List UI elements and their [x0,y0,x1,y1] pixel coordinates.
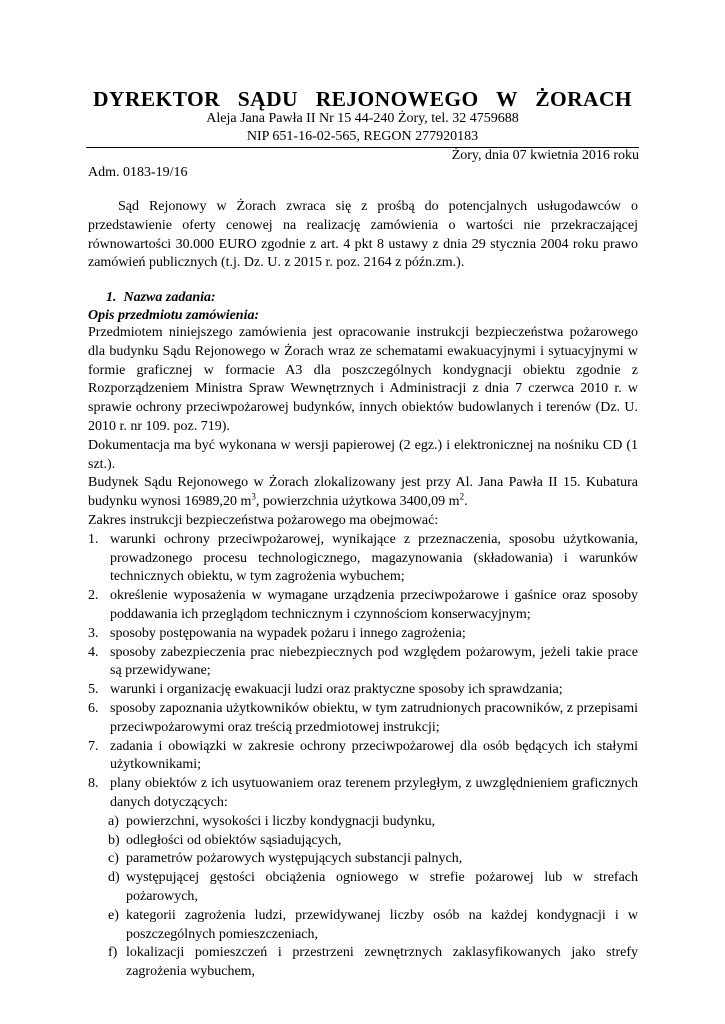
sub-list-letter: a) [108,813,119,829]
list-number: 8. [88,776,99,792]
sub-list-text: kategorii zagrożenia ludzi, przewidywanej liczby osób na każdej kondygnacji i w poszczególnych pomieszczeniach, [126,907,638,942]
list-number: 6. [88,700,99,716]
list-text: warunki i organizację ewakuacji ludzi oraz praktyczne sposoby ich sprawdzania; [110,682,563,698]
list-item [88,738,638,776]
list-text: warunki ochrony przeciwpożarowej, wynikające z przeznaczenia, sposobu użytkowania, prowadzonego procesu technologicznego, magazynowania (składowania) i warunków technicznych obiektu, w tym zagrożenia wybuchem; [110,531,638,585]
list-text: sposoby zapoznania użytkowników obiektu, w tym zatrudnionych pracowników, z przepisami przeciwpożarowymi oraz treścią przedmiotowej instrukcji; [110,700,638,735]
reference-number: Adm. 0183-19/16 [88,165,188,180]
sub-list-letter: b) [108,832,120,848]
building-text-a: Budynek Sądu Rejonowego w Żorach zlokalizowany jest przy Al. Jana Pawła II 15. Kubatura budynku wynosi 16989,20 m [88,475,638,510]
main-content [88,324,638,982]
list-text: sposoby postępowania na wypadek pożaru i innego zagrożenia; [110,625,466,641]
sub-list [88,813,638,982]
square-superscript: 2 [459,491,465,502]
sub-list-text: parametrów pożarowych występujących substancji palnych, [126,851,463,867]
paragraph-scope-intro: Zakres instrukcji bezpieczeństwa pożarowego ma obejmować: [88,512,439,528]
sub-list-item [88,832,638,851]
list-number: 4. [88,644,99,660]
section-title: Nazwa zadania: [123,290,216,305]
page-title: DYREKTOR SĄDU REJONOWEGO W ŻORACH [92,87,633,111]
building-text-b: , powierzchnia użytkowa 3400,09 m [255,494,460,510]
sub-list-text: występującej gęstości obciążenia ogniowego w strefie pożarowej lub w strefach pożarowych, [126,870,638,904]
list-item [88,681,638,700]
sub-list-text: lokalizacji pomieszczeń i przestrzeni zewnętrznych zaklasyfikowanych jako strefy zagrożenia wybuchem, [126,945,638,980]
sub-list-item [88,850,638,869]
list-text: plany obiektów z ich usytuowaniem oraz terenem przyległym, z uwzględnieniem graficznych danych dotyczących: [110,776,638,810]
intro-paragraph: Sąd Rejonowy w Żorach zwraca się z prośbą do potencjalnych usługodawców o przedstawienie oferty cenowej na realizację zamówienia o wartości nie przekraczającej równowartości 30.000 EURO zgodnie z art. 4 pkt 8 ustawy z dnia 29 stycznia 2004 roku prawo zamówień publicznych (t.j. Dz. U. z 2015 r. poz. 2164 z późn.zm.). [88,199,638,271]
sub-list-letter: d) [108,870,120,886]
building-text-c: . [464,494,468,510]
section-number: 1. [106,290,117,305]
list-item [88,531,638,587]
section-heading [106,288,216,307]
sub-list-item [88,813,638,832]
list-item [88,700,638,738]
section-subheading: Opis przedmiotu zamówienia: [88,308,260,323]
sub-list-text: powierzchni, wysokości i liczby kondygnacji budynku, [126,813,436,829]
address-line: Aleja Jana Pawła II Nr 15 44-240 Żory, tel. 32 4759688 [206,111,519,126]
list-text: sposoby zabezpieczenia prac niebezpiecznych pod względem pożarowym, jeżeli takie prace są przewidywane; [110,644,638,679]
list-item [88,775,638,982]
list-item [88,625,638,644]
sub-list-letter: f) [108,945,118,961]
sub-list-letter: e) [108,907,119,923]
sub-list-text: odległości od obiektów sąsiadujących, [126,832,342,848]
list-text: zadania i obowiązki w zakresie ochrony przeciwpożarowej dla osób będących ich stałymi użytkownikami; [110,738,638,773]
list-number: 3. [88,625,99,641]
scope-list [88,531,638,982]
paragraph-building [88,474,638,512]
list-number: 5. [88,682,99,698]
list-item [88,587,638,625]
sub-list-item [88,944,638,982]
list-number: 1. [88,531,99,547]
paragraph-scope: Przedmiotem niniejszego zamówienia jest opracowanie instrukcji bezpieczeństwa pożarowego dla budynku Sądu Rejonowego w Żorach wraz ze schematami ewakuacyjnymi i sytuacyjnymi w formie graficznej w formacie A3 dla poszczególnych kondygnacji obiektu zgodnie z Rozporządzeniem Ministra Spraw Wewnętrznych i Administracji z dnia 7 czerwca 2010 r. w sprawie ochrony przeciwpożarowej budynków, innych obiektów budowlanych i terenów (Dz. U. 2010 r. nr 109. poz. 719). [88,325,638,434]
list-number: 7. [88,738,99,754]
list-number: 2. [88,588,99,604]
document-date: Żory, dnia 07 kwietnia 2016 roku [451,148,639,163]
sub-list-item [88,869,638,907]
sub-list-letter: c) [108,851,119,867]
paragraph-documentation: Dokumentacja ma być wykonana w wersji papierowej (2 egz.) i elektronicznej na nośniku CD (1 szt.). [88,437,638,472]
cubic-superscript: 3 [251,491,256,502]
list-text: określenie wyposażenia w wymagane urządzenia przeciwpożarowe i gaśnice oraz sposoby poddawania ich przeglądom technicznym i czynnościom konserwacyjnym; [110,588,638,622]
sub-list-item [88,907,638,945]
list-item [88,644,638,682]
tax-ids-line: NIP 651-16-02-565, REGON 277920183 [246,129,479,144]
